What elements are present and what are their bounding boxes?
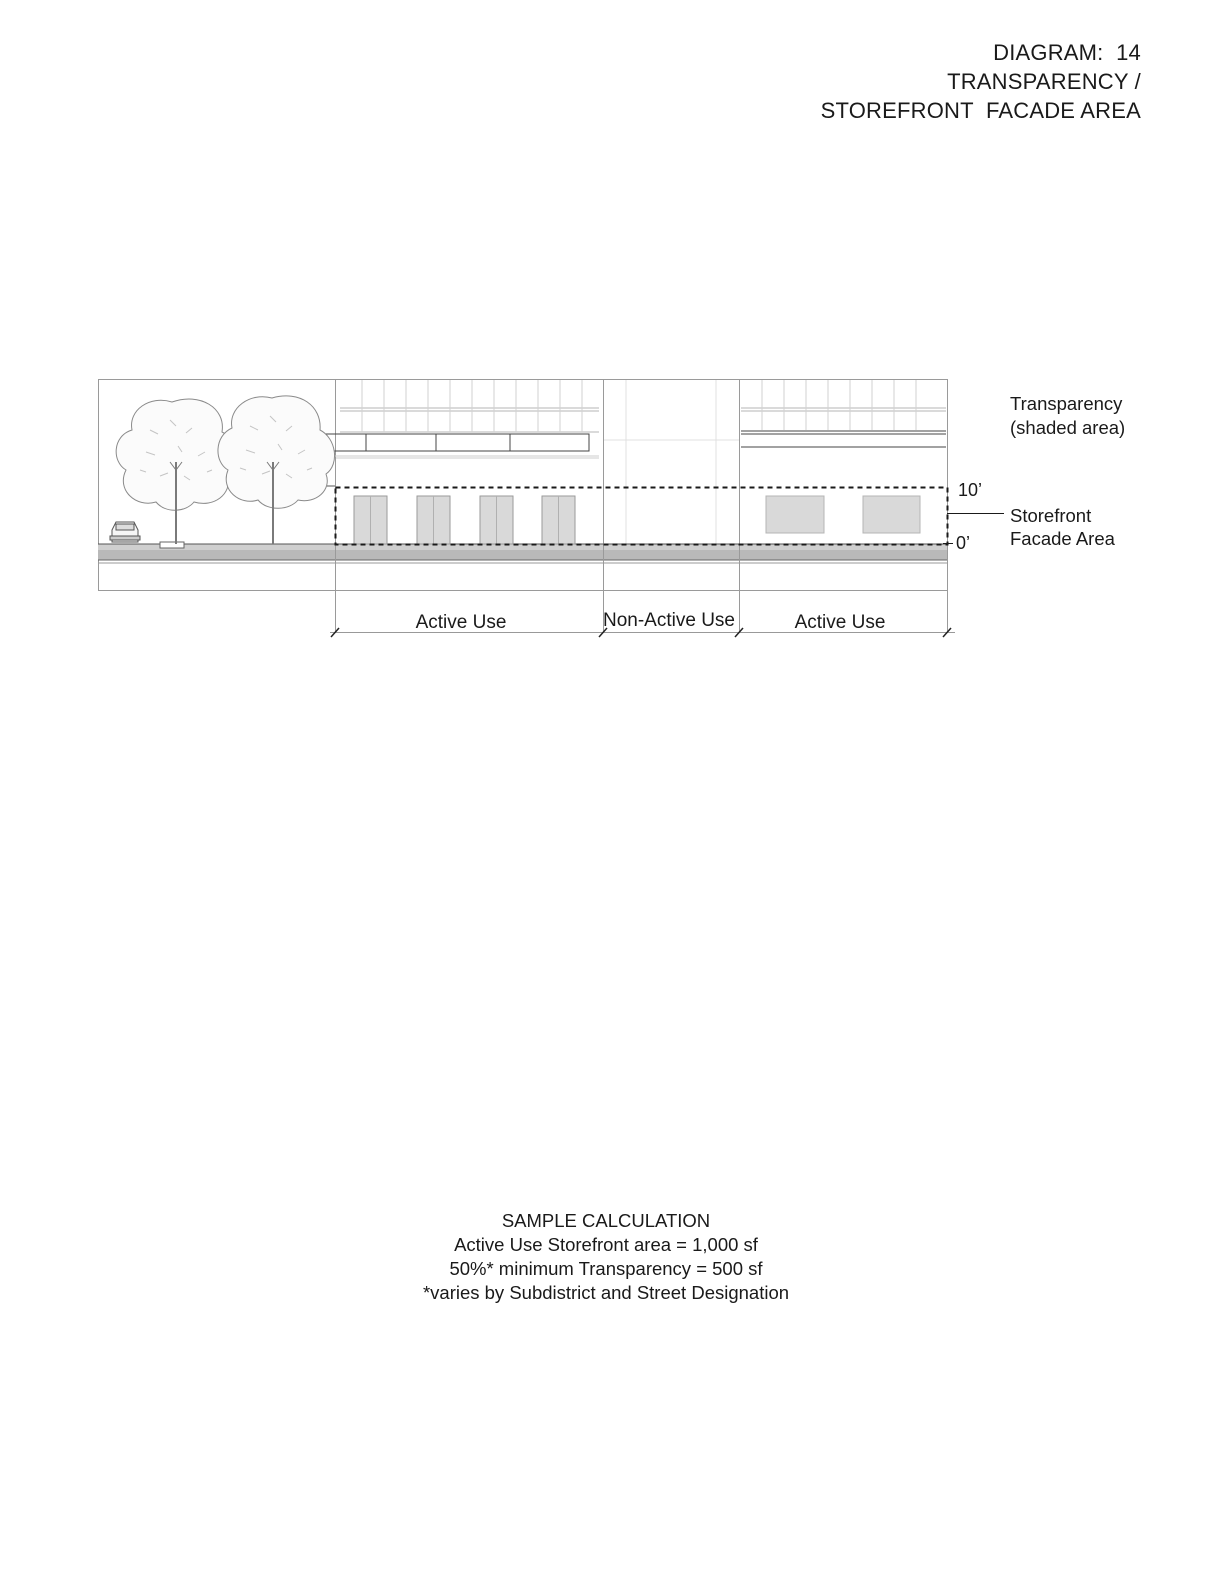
calculation-heading: SAMPLE CALCULATION <box>501 1210 711 1231</box>
transparency-sublabel: (shaded area) <box>1010 417 1126 438</box>
storefront-label: Storefront <box>1010 505 1092 526</box>
segment-label-active-2: Active Use <box>794 612 886 633</box>
diagram-title-line-3: STOREFRONT FACADE AREA <box>820 98 1141 123</box>
middle-building-facade <box>604 380 739 544</box>
storefront-sublabel: Facade Area <box>1010 528 1115 549</box>
segment-label-active-1: Active Use <box>415 612 507 633</box>
calculation-storefront-area: Active Use Storefront area = 1,000 sf <box>454 1234 758 1255</box>
transparency-windows-right <box>766 496 920 533</box>
height-markers <box>943 514 1004 544</box>
car-icon <box>110 522 140 542</box>
sample-calculation <box>0 1209 1212 1305</box>
street-tree-icon-2 <box>218 396 335 544</box>
diagram-title-line-2: TRANSPARENCY / <box>947 69 1141 94</box>
segment-label-non-active: Non-Active Use <box>603 610 735 631</box>
height-label-top: 10’ <box>958 480 983 500</box>
right-building-upper-facade <box>741 380 946 447</box>
transparency-label: Transparency <box>1010 393 1123 414</box>
transparency-windows-left <box>354 496 575 544</box>
height-label-bottom: 0’ <box>956 533 971 553</box>
elevation-diagram <box>0 0 1224 700</box>
calculation-footnote: *varies by Subdistrict and Street Designation <box>422 1282 790 1303</box>
calculation-transparency-minimum: 50%* minimum Transparency = 500 sf <box>449 1258 763 1279</box>
diagram-number: DIAGRAM: 14 <box>993 40 1141 65</box>
